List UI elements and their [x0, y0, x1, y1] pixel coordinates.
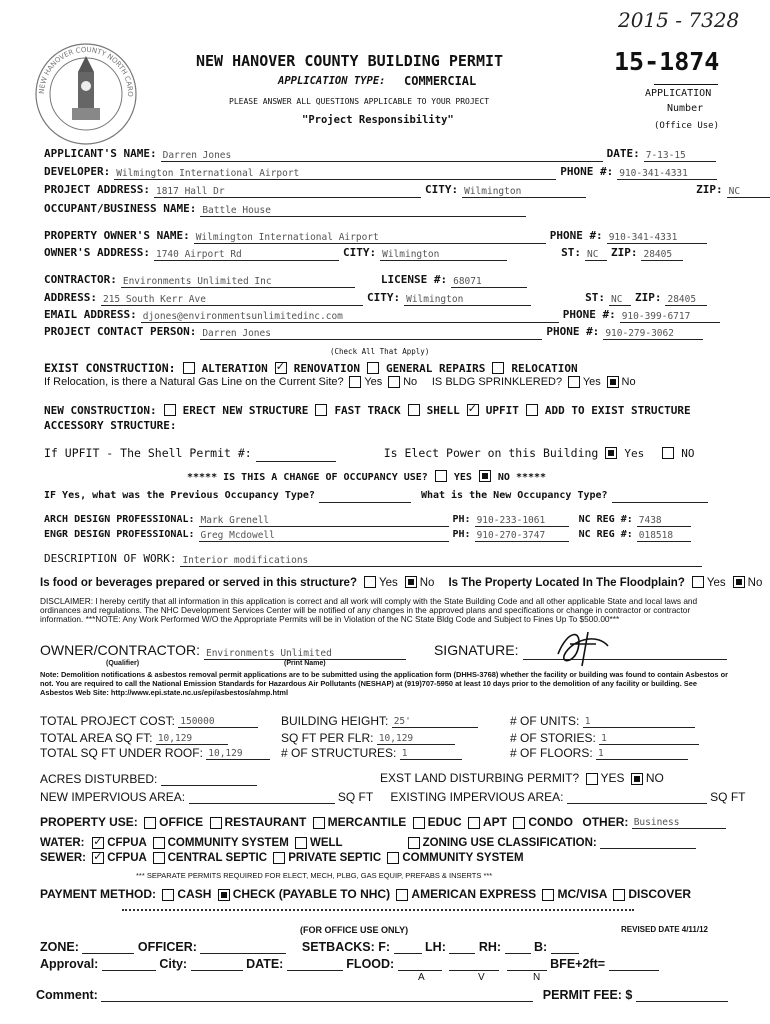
condo-checkbox[interactable]: [513, 817, 525, 829]
new-impervious-label: NEW IMPERVIOUS AREA:: [40, 790, 186, 804]
contact-phone-field[interactable]: 910-279-3062: [603, 328, 703, 340]
engr-field[interactable]: Greg Mcdowell: [199, 530, 449, 542]
engr-ph-label: PH:: [452, 529, 471, 540]
flood-yes-checkbox[interactable]: [692, 576, 704, 588]
add-to-checkbox[interactable]: [526, 404, 538, 416]
sprinkler-no-label: No: [621, 376, 636, 388]
food-yes-checkbox[interactable]: [364, 576, 376, 588]
developer-phone-label: PHONE #:: [560, 165, 614, 178]
flood-a-field[interactable]: [398, 959, 442, 971]
new-construction-label: NEW CONSTRUCTION:: [44, 404, 157, 417]
apt-checkbox[interactable]: [468, 817, 480, 829]
occupancy-no-checkbox[interactable]: [479, 470, 491, 482]
land-permit-label: EXST LAND DISTURBING PERMIT?: [380, 771, 580, 785]
office-row-2: [40, 957, 659, 971]
setback-lh-field[interactable]: [449, 942, 475, 954]
land-permit-row: [380, 771, 664, 785]
discover-checkbox[interactable]: [613, 889, 625, 901]
license-label: LICENSE #:: [380, 273, 448, 286]
setback-b-field[interactable]: [551, 942, 579, 954]
water-community-checkbox[interactable]: [153, 837, 165, 849]
owner-address-label: OWNER'S ADDRESS:: [44, 246, 150, 259]
amex-label: AMERICAN EXPRESS: [411, 887, 537, 901]
sewer-cfpua-checkbox[interactable]: [92, 852, 104, 864]
owner-zip-label: ZIP:: [610, 246, 638, 259]
condo-option-label: CONDO: [528, 815, 574, 829]
project-address-label: PROJECT ADDRESS:: [44, 183, 150, 196]
owner-contractor-label: OWNER/CONTRACTOR:: [40, 642, 200, 658]
elect-yes-label: Yes: [624, 447, 645, 460]
contractor-field[interactable]: Environments Unlimited Inc: [121, 276, 355, 288]
contact-label: PROJECT CONTACT PERSON:: [44, 325, 197, 338]
other-label: OTHER:: [582, 815, 629, 829]
property-use-row: [40, 815, 726, 829]
contractor-zip-label: ZIP:: [634, 291, 662, 304]
erect-label: ERECT NEW STRUCTURE: [182, 404, 309, 417]
add-to-label: ADD TO EXIST STRUCTURE: [544, 404, 691, 417]
structures-label: # OF STRUCTURES:: [281, 746, 397, 760]
mcvisa-label: MC/VISA: [557, 887, 608, 901]
exist-construction-row: [44, 359, 578, 377]
floors-label: # OF FLOORS:: [510, 746, 593, 760]
occupant-row: [44, 199, 526, 217]
food-no-checkbox[interactable]: [405, 576, 417, 588]
email-row: [44, 305, 720, 323]
sprinkler-no-checkbox[interactable]: [607, 376, 619, 388]
project-address-row: [44, 180, 770, 198]
roof-field[interactable]: 10,129: [206, 748, 270, 760]
acres-label: ACRES DISTURBED:: [40, 772, 158, 786]
contractor-city-field[interactable]: Wilmington: [404, 294, 531, 306]
per-floor-row: [281, 731, 455, 745]
officer-label: OFFICER:: [137, 940, 197, 954]
zoning-label: ZONING USE CLASSIFICATION:: [422, 837, 597, 850]
water-well-label: WELL: [309, 837, 343, 850]
owner-city-field[interactable]: Wilmington: [380, 249, 507, 261]
bfe-label: BFE+2ft=: [550, 957, 606, 971]
mercantile-checkbox[interactable]: [313, 817, 325, 829]
print-name-label: (Print Name): [284, 660, 326, 667]
arch-label: ARCH DESIGN PROFESSIONAL:: [44, 514, 195, 525]
elect-yes-checkbox[interactable]: [605, 447, 617, 459]
roof-label: TOTAL SQ FT UNDER ROOF:: [40, 746, 203, 760]
renovation-label: RENOVATION: [293, 362, 361, 375]
per-floor-label: SQ FT PER FLR:: [281, 731, 374, 745]
contractor-address-field[interactable]: 215 South Kerr Ave: [101, 294, 363, 306]
flood-question: Is The Property Located In The Floodplain?: [448, 577, 685, 589]
food-flood-row: [40, 573, 762, 591]
water-community-label: COMMUNITY SYSTEM: [167, 837, 289, 850]
engr-label: ENGR DESIGN PROFESSIONAL:: [44, 529, 195, 540]
exist-impervious-unit: SQ FT: [710, 790, 746, 804]
alteration-checkbox[interactable]: [183, 362, 195, 374]
exist-impervious-label: EXISTING IMPERVIOUS AREA:: [390, 790, 564, 804]
area-row: [40, 731, 228, 745]
zone-field[interactable]: [82, 942, 134, 954]
flood-label: FLOOD:: [346, 957, 395, 971]
shell-permit-field[interactable]: [256, 450, 336, 462]
water-row: [40, 837, 696, 849]
acres-field[interactable]: [161, 774, 257, 786]
restaurant-checkbox[interactable]: [210, 817, 222, 829]
food-yes-label: Yes: [378, 577, 398, 589]
engr-reg-label: NC REG #:: [578, 529, 633, 540]
sewer-cfpua-label: CFPUA: [107, 852, 147, 865]
gas-no-label: No: [403, 376, 418, 388]
elect-no-checkbox[interactable]: [662, 447, 674, 459]
sewer-central-label: CENTRAL SEPTIC: [167, 852, 268, 865]
owner-phone-field[interactable]: 910-341-4331: [607, 232, 707, 244]
app-type-value: COMMERCIAL: [404, 74, 477, 88]
gas-yes-label: Yes: [364, 376, 383, 388]
zoning-checkbox[interactable]: [408, 837, 420, 849]
owner-name-row: [44, 226, 707, 244]
developer-phone-field[interactable]: 910-341-4331: [617, 168, 717, 180]
other-field[interactable]: Business: [632, 817, 726, 829]
contractor-address-row: [44, 288, 707, 306]
occupancy-question: ***** IS THIS A CHANGE OF OCCUPANCY USE?: [187, 472, 428, 483]
height-label: BUILDING HEIGHT:: [281, 714, 389, 728]
engr-reg-field[interactable]: 018518: [637, 530, 691, 542]
upfit-label: UPFIT: [485, 404, 519, 417]
approval-field[interactable]: [102, 959, 156, 971]
cost-row: [40, 714, 258, 728]
stories-row: [510, 731, 699, 745]
cost-label: TOTAL PROJECT COST:: [40, 714, 175, 728]
impervious-row: [40, 790, 746, 804]
office-use-title: (FOR OFFICE USE ONLY): [300, 925, 409, 935]
responsibility-text: "Project Responsibility": [302, 114, 454, 126]
occupant-field[interactable]: Battle House: [200, 205, 526, 217]
structures-row: [281, 746, 462, 760]
roof-row: [40, 746, 270, 760]
relocation-label: RELOCATION: [511, 362, 578, 375]
occupancy-change-row: [187, 467, 546, 485]
email-label: EMAIL ADDRESS:: [44, 308, 137, 321]
developer-label: DEVELOPER:: [44, 165, 111, 178]
relocation-checkbox[interactable]: [492, 362, 504, 374]
owner-contractor-row: [40, 642, 727, 660]
setback-f-field[interactable]: [394, 942, 422, 954]
rh-label: RH:: [478, 940, 502, 954]
flood-yes-label: Yes: [706, 577, 726, 589]
cost-field[interactable]: 150000: [178, 716, 258, 728]
applicant-name-field[interactable]: Darren Jones: [161, 150, 603, 162]
lh-label: LH:: [425, 940, 446, 954]
zip-label: ZIP:: [696, 183, 723, 196]
sprinkler-yes-checkbox[interactable]: [568, 376, 580, 388]
office-use-label: (Office Use): [654, 121, 720, 131]
gas-no-checkbox[interactable]: [388, 376, 400, 388]
new-occupancy-field[interactable]: [612, 491, 708, 503]
sewer-central-checkbox[interactable]: [153, 852, 165, 864]
engr-ph-field[interactable]: 910-270-3747: [475, 530, 569, 542]
zone-label: ZONE:: [40, 940, 79, 954]
separate-permits-note: *** SEPARATE PERMITS REQUIRED FOR ELECT, MECH, PLBG, GAS EQUIP, PREFABS & INSERTS ***: [136, 871, 493, 880]
units-label: # OF UNITS:: [510, 714, 580, 728]
floors-row: [510, 746, 688, 760]
project-address-field[interactable]: 1817 Hall Dr: [154, 186, 421, 198]
contractor-city-label: CITY:: [366, 291, 401, 304]
office-city-label: City:: [159, 957, 188, 971]
amex-checkbox[interactable]: [396, 889, 408, 901]
bfe-field[interactable]: [609, 959, 659, 971]
prev-occupancy-label: IF Yes, what was the Previous Occupancy Type?: [44, 490, 315, 501]
approval-label: Approval:: [40, 957, 99, 971]
officer-field[interactable]: [200, 942, 286, 954]
qualifier-label: (Qualifier): [106, 660, 140, 667]
instruction-text: PLEASE ANSWER ALL QUESTIONS APPLICABLE TO YOUR PROJECT: [229, 97, 490, 106]
payment-label: PAYMENT METHOD:: [40, 887, 157, 901]
contractor-label: CONTRACTOR:: [44, 273, 117, 286]
land-permit-yes-checkbox[interactable]: [586, 773, 598, 785]
office-row-1: [40, 940, 579, 954]
flood-n-field[interactable]: [507, 959, 547, 971]
land-permit-no-label: NO: [645, 771, 664, 785]
renovation-checkbox[interactable]: [275, 362, 287, 374]
email-field[interactable]: djones@environmentsunlimitedinc.com: [141, 311, 559, 323]
sprinkler-question: IS BLDG SPRINKLERED?: [431, 376, 563, 388]
engr-row: [44, 524, 691, 542]
exist-impervious-field[interactable]: [567, 792, 707, 804]
description-label: DESCRIPTION OF WORK:: [44, 552, 177, 565]
new-construction-row: [44, 401, 691, 419]
discover-label: DISCOVER: [628, 887, 692, 901]
erect-checkbox[interactable]: [164, 404, 176, 416]
gas-yes-checkbox[interactable]: [349, 376, 361, 388]
upfit-checkbox[interactable]: [467, 404, 479, 416]
permit-number-underline: [654, 84, 718, 85]
sewer-row: [40, 852, 524, 864]
mcvisa-checkbox[interactable]: [542, 889, 554, 901]
water-label: WATER:: [40, 837, 85, 850]
developer-field[interactable]: Wilmington International Airport: [114, 168, 556, 180]
educ-checkbox[interactable]: [413, 817, 425, 829]
shell-label: SHELL: [426, 404, 460, 417]
contractor-st-field[interactable]: NC: [609, 294, 631, 306]
signature-scribble: [548, 624, 618, 675]
sewer-private-checkbox[interactable]: [273, 852, 285, 864]
asterisk-divider: [122, 909, 634, 911]
acres-row: [40, 772, 257, 786]
office-city-field[interactable]: [191, 959, 243, 971]
flood-v-label: V: [478, 972, 485, 983]
fast-track-label: FAST TRACK: [334, 404, 401, 417]
flood-a-label: A: [418, 972, 425, 983]
contact-phone-label: PHONE #:: [546, 325, 600, 338]
gas-question: If Relocation, is there a Natural Gas Line on the Current Site?: [44, 376, 344, 388]
contact-row: [44, 322, 703, 340]
asbestos-note: Note: Demolition notifications & asbestos removal permit applications are to be submitted using the application form (DHHS-3768) whether the facility or building was found to contain Asbestos or not. You are required to call the National Emission Standards for Hazardous Air Pollutants (NESHAP) at (919)707-5950 at least 10 days prior to the demolition of any facility or building. See Asbestos Web Site: http://www.epi.state.nc.us/epi/asbestos/ahmp.html: [40, 670, 728, 697]
prev-occupancy-field[interactable]: [319, 491, 411, 503]
land-permit-yes-label: YES: [600, 771, 625, 785]
owner-phone-label: PHONE #:: [549, 229, 603, 242]
check-all-note: (Check All That Apply): [330, 347, 430, 356]
gas-line-row: [44, 376, 636, 388]
arch-field[interactable]: Mark Grenell: [199, 515, 449, 527]
check-label: CHECK (PAYABLE TO NHC): [232, 887, 391, 901]
food-question: Is food or beverages prepared or served in this structure?: [40, 577, 357, 589]
height-field[interactable]: 25': [392, 716, 478, 728]
flood-no-label: No: [747, 577, 763, 589]
new-occupancy-label: What is the New Occupancy Type?: [420, 490, 608, 501]
educ-option-label: EDUC: [427, 815, 462, 829]
contractor-st-label: ST:: [585, 291, 605, 304]
date-label: DATE:: [606, 147, 640, 160]
occupancy-no-label: NO *****: [497, 472, 547, 483]
setback-rh-field[interactable]: [505, 942, 531, 954]
developer-row: [44, 162, 717, 180]
sewer-community-checkbox[interactable]: [387, 852, 399, 864]
app-type-label: APPLICATION TYPE:: [278, 75, 386, 87]
permit-fee-field[interactable]: [636, 990, 728, 1002]
water-well-checkbox[interactable]: [295, 837, 307, 849]
elect-no-label: NO: [681, 447, 695, 460]
restaurant-option-label: RESTAURANT: [224, 815, 307, 829]
stories-label: # OF STORIES:: [510, 731, 596, 745]
contractor-zip-field[interactable]: 28405: [665, 294, 707, 306]
contractor-address-label: ADDRESS:: [44, 291, 97, 304]
occupant-label: OCCUPANT/BUSINESS NAME:: [44, 202, 197, 215]
payment-row: [40, 887, 691, 901]
accessory-label: ACCESSORY STRUCTURE:: [44, 419, 177, 432]
new-impervious-field[interactable]: [189, 792, 335, 804]
office-option-label: OFFICE: [159, 815, 204, 829]
shell-checkbox[interactable]: [408, 404, 420, 416]
disclaimer-text: DISCLAIMER: I hereby certify that all information in this application is correct and all work will comply with the State Building Code and all other applicable State and local laws and ordinances and regulations. The NHC Development Services Center will be notified of any changes in the approved plans and specifications or change in contractor or contractor information. ***NOTE: Any Work Performed W/O the Appropriate Permits will be in Violation of the NC State Bldg Code and Subject to Fines Up To $500.00***: [40, 596, 698, 624]
applicant-name-label: APPLICANT'S NAME:: [44, 147, 157, 160]
arch-ph-label: PH:: [452, 514, 471, 525]
b-label: B:: [534, 940, 548, 954]
area-field[interactable]: 10,129: [156, 733, 228, 745]
contact-field[interactable]: Darren Jones: [200, 328, 542, 340]
seal-text: NEW HANOVER COUNTY NORTH CARO: [37, 45, 135, 97]
contractor-row: [44, 270, 527, 288]
number-label: Number: [667, 103, 704, 114]
food-no-label: No: [419, 577, 435, 589]
application-label: APPLICATION: [645, 88, 712, 99]
per-floor-field[interactable]: 10,129: [377, 733, 455, 745]
exist-construction-label: EXIST CONSTRUCTION:: [44, 361, 176, 375]
description-field[interactable]: Interior modifications: [180, 555, 702, 567]
check-checkbox[interactable]: [218, 889, 230, 901]
page-title: NEW HANOVER COUNTY BUILDING PERMIT: [196, 52, 504, 70]
county-seal: [34, 42, 138, 146]
arch-ph-field[interactable]: 910-233-1061: [475, 515, 569, 527]
permit-fee-label: PERMIT FEE: $: [542, 988, 633, 1002]
office-date-label: DATE:: [246, 957, 284, 971]
contractor-phone-label: PHONE #:: [562, 308, 616, 321]
city-label: CITY:: [424, 183, 459, 196]
mercantile-option-label: MERCANTILE: [327, 815, 407, 829]
general-repairs-checkbox[interactable]: [367, 362, 379, 374]
occupancy-yes-checkbox[interactable]: [435, 470, 447, 482]
signature-label: SIGNATURE:: [433, 642, 519, 658]
office-checkbox[interactable]: [144, 817, 156, 829]
office-date-field[interactable]: [287, 959, 343, 971]
contractor-phone-field[interactable]: 910-399-6717: [620, 311, 720, 323]
flood-n-label: N: [533, 972, 541, 983]
water-cfpua-checkbox[interactable]: [92, 837, 104, 849]
applicant-row: [44, 144, 716, 162]
comment-row: [36, 988, 728, 1002]
owner-city-label: CITY:: [342, 246, 377, 259]
upfit-question: If UPFIT - The Shell Permit #:: [44, 446, 252, 460]
sprinkler-yes-label: Yes: [582, 376, 601, 388]
structures-field[interactable]: 1: [400, 748, 462, 760]
city-field[interactable]: Wilmington: [462, 186, 586, 198]
sewer-label: SEWER:: [40, 852, 86, 865]
apt-option-label: APT: [483, 815, 507, 829]
setbacks-label: SETBACKS: F:: [301, 940, 391, 954]
water-cfpua-label: CFPUA: [107, 837, 147, 850]
height-row: [281, 714, 478, 728]
comment-label: Comment:: [36, 988, 98, 1002]
occupancy-type-row: [44, 485, 708, 503]
owner-st-label: ST:: [561, 246, 581, 259]
area-label: TOTAL AREA SQ FT:: [40, 731, 153, 745]
owner-name-label: PROPERTY OWNER'S NAME:: [44, 229, 190, 242]
fast-track-checkbox[interactable]: [315, 404, 327, 416]
zoning-field[interactable]: [600, 837, 696, 849]
upfit-shell-row: [44, 444, 694, 462]
description-row: [44, 549, 702, 567]
date-field[interactable]: 7-13-15: [644, 150, 716, 162]
owner-address-row: [44, 243, 683, 261]
handwritten-number: 2015 - 7328: [618, 8, 740, 32]
flood-v-field[interactable]: [449, 959, 499, 971]
stories-field[interactable]: 1: [599, 733, 699, 745]
arch-reg-label: NC REG #:: [578, 514, 633, 525]
owner-zip-field[interactable]: 28405: [641, 249, 683, 261]
permit-number: 15-1874: [614, 47, 720, 76]
zip-field[interactable]: NC: [727, 186, 770, 198]
flood-no-checkbox[interactable]: [733, 576, 745, 588]
cash-checkbox[interactable]: [162, 889, 174, 901]
comment-field[interactable]: [101, 990, 533, 1002]
revised-date: REVISED DATE 4/11/12: [621, 925, 708, 934]
elect-question: Is Elect Power on this Building: [383, 446, 599, 460]
owner-contractor-field[interactable]: Environments Unlimited: [204, 648, 406, 660]
units-row: [510, 714, 695, 728]
general-repairs-label: GENERAL REPAIRS: [386, 362, 486, 375]
alteration-label: ALTERATION: [201, 362, 268, 375]
land-permit-no-checkbox[interactable]: [631, 773, 643, 785]
occupancy-yes-label: YES: [453, 472, 472, 483]
units-field[interactable]: 1: [583, 716, 695, 728]
arch-reg-field[interactable]: 7438: [637, 515, 691, 527]
license-field[interactable]: 68071: [451, 276, 527, 288]
cash-label: CASH: [177, 887, 212, 901]
sewer-community-label: COMMUNITY SYSTEM: [402, 852, 524, 865]
owner-name-field[interactable]: Wilmington International Airport: [194, 232, 546, 244]
new-impervious-unit: SQ FT: [337, 790, 373, 804]
owner-address-field[interactable]: 1740 Airport Rd: [154, 249, 339, 261]
property-use-label: PROPERTY USE:: [40, 815, 138, 829]
sewer-private-label: PRIVATE SEPTIC: [288, 852, 382, 865]
owner-st-field[interactable]: NC: [585, 249, 607, 261]
floors-field[interactable]: 1: [596, 748, 688, 760]
